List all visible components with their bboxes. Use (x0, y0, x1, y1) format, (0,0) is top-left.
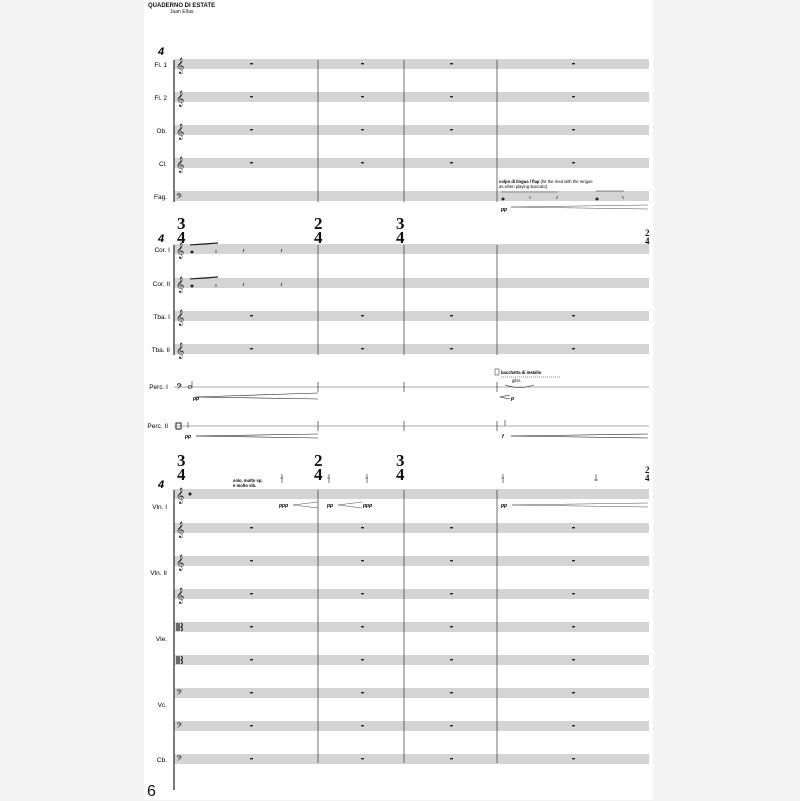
gliss-label: gliss. (512, 378, 522, 383)
treble-clef-icon: 𝄞 (176, 310, 185, 326)
staff-flute1 (174, 60, 649, 68)
page-number: 6 (147, 783, 156, 800)
time-sig-denominator: 4 (645, 236, 650, 246)
instrument-label-flute1: Fl. 1 (154, 62, 167, 69)
time-sig-numerator: 2 (645, 228, 650, 238)
woodwinds-section (154, 58, 649, 213)
bassoon-technique-cont: as when playing staccato) (499, 184, 548, 189)
instrument-label-violin1: Vln. I (152, 504, 167, 511)
time-sig-denominator: 4 (177, 465, 186, 484)
staff-trombone1 (174, 312, 649, 320)
measure-number-strings: 4 (158, 479, 165, 491)
strings-section (150, 474, 649, 790)
treble-clef-icon: 𝄞 (176, 277, 185, 293)
instrument-label-horn2: Cor. II (152, 281, 170, 288)
score-title: QUADERNO DI ESTATE (148, 3, 216, 9)
bassoon-technique-title: colpo di lingua / flap (499, 179, 540, 184)
time-sig-denominator: 4 (645, 473, 650, 483)
measure-number-top: 4 (158, 46, 165, 58)
bass-clef-icon: 𝄢 (176, 755, 183, 766)
staff-violin1-b (174, 524, 649, 532)
time-sig-numerator: 2 (314, 214, 323, 233)
dynamic-f: f (502, 434, 504, 440)
instrument-label-oboe: Ob. (156, 128, 167, 135)
staff-viola-a (174, 623, 649, 631)
solo-instruction-line1: solo, molto sp. (233, 478, 263, 483)
time-sig-numerator: 3 (177, 451, 186, 470)
mallet-instruction: bacchetta di metallo (501, 370, 542, 375)
treble-clef-icon: 𝄞 (176, 243, 185, 259)
staff-violin1-a (174, 490, 649, 498)
dynamic-pp: pp (501, 207, 508, 213)
dynamic-ppp: ppp (279, 503, 289, 509)
instrument-label-violin2: Vln. II (150, 570, 167, 577)
time-sig-numerator: 2 (314, 451, 323, 470)
brass-section (152, 243, 649, 359)
staff-clarinet (174, 159, 649, 167)
time-sig-denominator: 4 (396, 228, 405, 247)
instrument-label-flute2: Fl. 2 (154, 95, 167, 102)
dynamic-ppp: ppp (363, 503, 373, 509)
time-sig-denominator: 4 (314, 228, 323, 247)
treble-clef-icon: 𝄞 (176, 124, 185, 140)
staff-oboe (174, 126, 649, 134)
dynamic-pp: pp (501, 503, 508, 509)
time-sig-denominator: 4 (396, 465, 405, 484)
time-sig-numerator: 3 (396, 214, 405, 233)
instrument-label-perc1: Perc. I (149, 384, 168, 391)
treble-clef-icon: 𝄞 (176, 488, 185, 504)
treble-clef-icon: 𝄞 (176, 58, 185, 74)
instrument-label-clarinet: Cl. (159, 161, 167, 168)
instrument-label-viola: Vle. (155, 636, 167, 643)
staff-violin2-b (174, 590, 649, 598)
instrument-label-perc2: Perc. II (147, 423, 168, 430)
composer-name: Juan Elías (170, 9, 194, 15)
instrument-label-bassoon: Fag. (153, 194, 167, 201)
bass-clef-icon: 𝄢 (176, 689, 183, 700)
staff-cello-b (174, 722, 649, 730)
staff-viola-b (174, 656, 649, 664)
dynamic-pp: pp (193, 396, 200, 402)
time-sig-numerator: 2 (645, 465, 650, 475)
instrument-label-cello: Vc. (157, 702, 167, 709)
staff-horn2 (174, 279, 649, 287)
instrument-label-trombone1: Tba. I (153, 314, 170, 321)
staff-violin2-a (174, 557, 649, 565)
bass-clef-icon: 𝄢 (176, 193, 183, 204)
solo-instruction-line2: e molto vib. (233, 483, 257, 488)
staff-horn1 (174, 245, 649, 253)
staff-bass (174, 755, 649, 763)
dynamic-pp: pp (185, 434, 192, 440)
treble-clef-icon: 𝄞 (176, 343, 185, 359)
staff-bassoon (174, 192, 649, 200)
instrument-label-trombone2: Tba. II (151, 347, 170, 354)
time-sig-denominator: 4 (177, 228, 186, 247)
instrument-label-bass: Cb. (156, 757, 167, 764)
treble-clef-icon: 𝄞 (176, 522, 185, 538)
staff-flute2 (174, 93, 649, 101)
treble-clef-icon: 𝄞 (176, 91, 185, 107)
time-sig-numerator: 3 (396, 451, 405, 470)
treble-clef-icon: 𝄞 (176, 555, 185, 571)
staff-cello-a (174, 689, 649, 697)
percussion-section (147, 369, 649, 440)
staff-trombone2 (174, 345, 649, 353)
treble-clef-icon: 𝄞 (176, 588, 185, 604)
bass-clef-icon: 𝄢 (176, 383, 183, 394)
time-sig-denominator: 4 (314, 465, 323, 484)
time-sig-numerator: 3 (177, 214, 186, 233)
treble-clef-icon: 𝄞 (176, 157, 185, 173)
bass-clef-icon: 𝄢 (176, 722, 183, 733)
instrument-label-horn1: Cor. I (154, 247, 170, 254)
bassoon-technique-paren: (hit the reed with the tongue (540, 179, 593, 184)
dynamic-p: p (511, 396, 515, 402)
measure-number-brass: 4 (158, 233, 165, 245)
dynamic-pp: pp (327, 503, 334, 509)
